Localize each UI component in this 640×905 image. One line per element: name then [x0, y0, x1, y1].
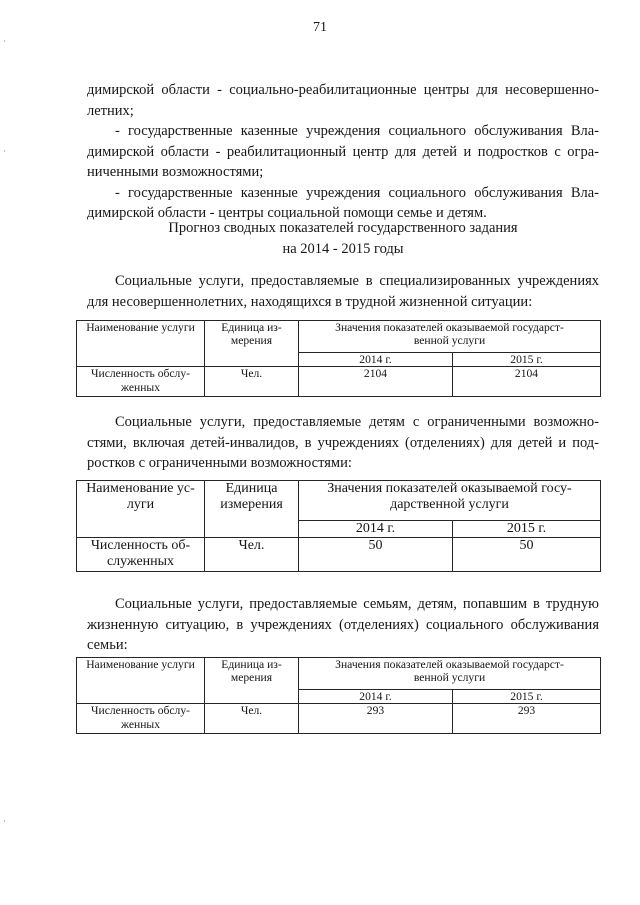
row-name-text: женных: [121, 717, 160, 731]
row-name-text: Численность обслу-: [91, 704, 190, 718]
row-name: [77, 704, 205, 734]
text-line: жизненную ситуацию, в учреждениях (отделениях) социального обслуживания: [87, 616, 599, 633]
header-text: Наименование ус-: [86, 481, 195, 496]
value-2015: 2104: [453, 367, 601, 397]
header-text: мерения: [230, 334, 273, 348]
text-line: ниченными возможностями;: [87, 164, 264, 180]
text-line: - государственные казенные учреждения социального обслуживания Вла-: [115, 184, 599, 201]
scan-mark: [4, 820, 5, 822]
header-unit: [205, 321, 299, 367]
header-unit: [205, 481, 299, 538]
text-line: Социальные услуги, предоставляемые в специализированных учреждениях: [115, 273, 599, 289]
header-text: Значения показателей оказываемой государст-: [335, 321, 564, 334]
block3-paragraph: [87, 594, 599, 656]
header-values: [299, 658, 601, 690]
header-text: Единица: [225, 481, 278, 496]
row-unit: Чел.: [205, 367, 299, 397]
row-unit: Чел.: [205, 704, 299, 734]
header-values: [299, 321, 601, 353]
header-service: [77, 481, 205, 538]
header-text: луги: [126, 497, 155, 513]
header-text: измерения: [220, 497, 283, 513]
value-2015: 293: [453, 704, 601, 734]
header-unit: [205, 658, 299, 704]
header-service: [77, 321, 205, 367]
block3-table: [76, 657, 601, 734]
value-2014: 2104: [299, 367, 453, 397]
scan-mark: [4, 150, 5, 152]
text-line: Социальные услуги, предоставляемые семьям, детям, попавшим в трудную: [115, 596, 599, 612]
row-unit: Чел.: [205, 538, 299, 572]
header-values: [299, 481, 601, 521]
block1-paragraph: [87, 271, 599, 312]
header-text: Значения показателей оказываемой государст-: [335, 658, 564, 671]
text-line: семьи:: [87, 637, 128, 653]
text-line: ростков с ограниченными возможностями:: [87, 455, 352, 471]
row-name-text: женных: [121, 380, 160, 394]
value-2014: 50: [299, 538, 453, 572]
block1-table: [76, 320, 601, 397]
header-text: Наименование услуги: [86, 658, 195, 671]
header-text: дарственной услуги: [390, 497, 509, 513]
section-title: [87, 218, 599, 259]
header-text: Значения показателей оказываемой госу-: [327, 481, 572, 496]
block2-table: [76, 480, 601, 572]
text-line: стями, включая детей-инвалидов, в учреждениях (отделениях) для детей и под-: [87, 434, 599, 451]
row-name: [77, 538, 205, 572]
text-line: летних;: [87, 102, 134, 119]
header-service: [77, 658, 205, 704]
text-line: димирской области - центры социальной помощи семье и детям.: [87, 205, 487, 221]
year-2015: 2015 г.: [453, 690, 601, 704]
text-line: - государственные казенные учреждения социального обслуживания Вла-: [115, 123, 599, 139]
text-line: Социальные услуги, предоставляемые детям с ограниченными возможно-: [115, 414, 599, 430]
year-2015: 2015 г.: [453, 353, 601, 367]
year-2014: 2014 г.: [299, 690, 453, 704]
row-name-text: Численность обслу-: [91, 367, 190, 381]
header-text: Единица из-: [221, 658, 282, 671]
section-title-line: Прогноз сводных показателей государственного задания: [168, 220, 518, 236]
value-2015: 50: [453, 538, 601, 572]
text-line: димирской области - реабилитационный центр для детей и подростков с огра-: [87, 143, 599, 160]
text-line: димирской области - социально-реабилитационные центры для несовершенно-: [87, 82, 599, 98]
section-title-line: на 2014 - 2015 годы: [282, 240, 404, 257]
year-2015: 2015 г.: [453, 521, 601, 538]
header-text: Единица из-: [221, 321, 282, 334]
scan-mark: [4, 40, 5, 42]
year-2014: 2014 г.: [299, 521, 453, 538]
row-name-text: Численность об-: [90, 538, 191, 554]
header-text: мерения: [230, 671, 273, 685]
header-text: Наименование услуги: [86, 321, 195, 334]
year-2014: 2014 г.: [299, 353, 453, 367]
intro-paragraph: [87, 80, 599, 224]
text-line: для несовершеннолетних, находящихся в трудной жизненной ситуации:: [87, 293, 533, 310]
row-name: [77, 367, 205, 397]
row-name-text: служенных: [106, 554, 175, 570]
block2-paragraph: [87, 412, 599, 474]
header-text: венной услуги: [413, 334, 486, 348]
page-number: 71: [313, 20, 327, 35]
value-2014: 293: [299, 704, 453, 734]
header-text: венной услуги: [413, 671, 486, 685]
